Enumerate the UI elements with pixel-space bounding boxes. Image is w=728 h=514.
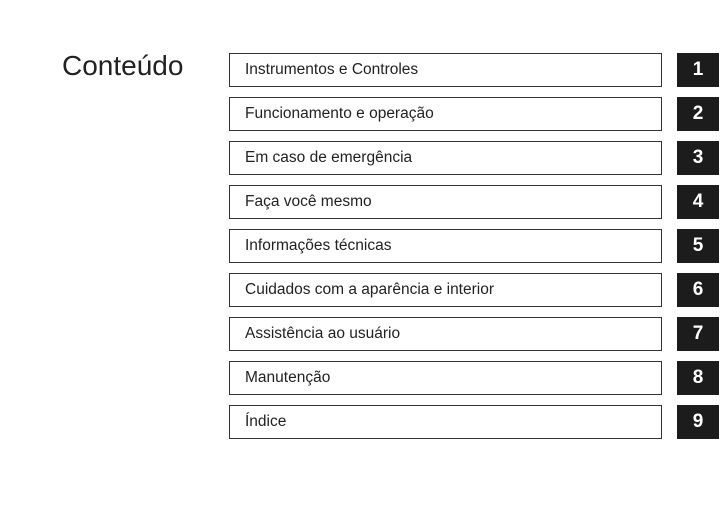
toc-entry[interactable] [229, 141, 662, 175]
toc-entry-label: Em caso de emergência [245, 149, 413, 166]
chapter-number-tab[interactable]: 5 [677, 229, 719, 263]
toc-row-8[interactable] [229, 361, 719, 395]
toc-entry[interactable] [229, 361, 662, 395]
chapter-number-tab[interactable]: 7 [677, 317, 719, 351]
page-title: Conteúdo [62, 50, 184, 81]
toc-entry-label: Cuidados com a aparência e interior [245, 281, 494, 298]
chapter-number-tab[interactable]: 9 [677, 405, 719, 439]
toc-row-6[interactable] [229, 273, 719, 307]
toc-row-4[interactable] [229, 185, 719, 219]
toc-entry[interactable] [229, 317, 662, 351]
toc-entry-label: Informações técnicas [245, 237, 392, 254]
toc-row-5[interactable] [229, 229, 719, 263]
toc-entry[interactable] [229, 273, 662, 307]
toc-row-9[interactable] [229, 405, 719, 439]
toc-entry-label: Faça você mesmo [245, 193, 372, 210]
toc-entry[interactable] [229, 53, 662, 87]
toc-row-2[interactable] [229, 97, 719, 131]
toc-row-3[interactable] [229, 141, 719, 175]
chapter-number-tab[interactable]: 6 [677, 273, 719, 307]
chapter-number-tab[interactable]: 1 [677, 53, 719, 87]
chapter-number-tab[interactable]: 4 [677, 185, 719, 219]
toc-row-1[interactable] [229, 53, 719, 87]
chapter-number-tab[interactable]: 2 [677, 97, 719, 131]
toc-entry[interactable] [229, 97, 662, 131]
toc-entry-label: Instrumentos e Controles [245, 61, 419, 78]
toc-entry-label: Manutenção [245, 369, 331, 386]
toc-entry-label: Assistência ao usuário [245, 325, 401, 342]
toc-entry[interactable] [229, 405, 662, 439]
chapter-number-tab[interactable]: 8 [677, 361, 719, 395]
toc-row-7[interactable] [229, 317, 719, 351]
chapter-number-tab[interactable]: 3 [677, 141, 719, 175]
toc-entry-label: Funcionamento e operação [245, 105, 434, 122]
toc-entry[interactable] [229, 229, 662, 263]
toc-entry[interactable] [229, 185, 662, 219]
toc-entry-label: Índice [245, 413, 287, 430]
